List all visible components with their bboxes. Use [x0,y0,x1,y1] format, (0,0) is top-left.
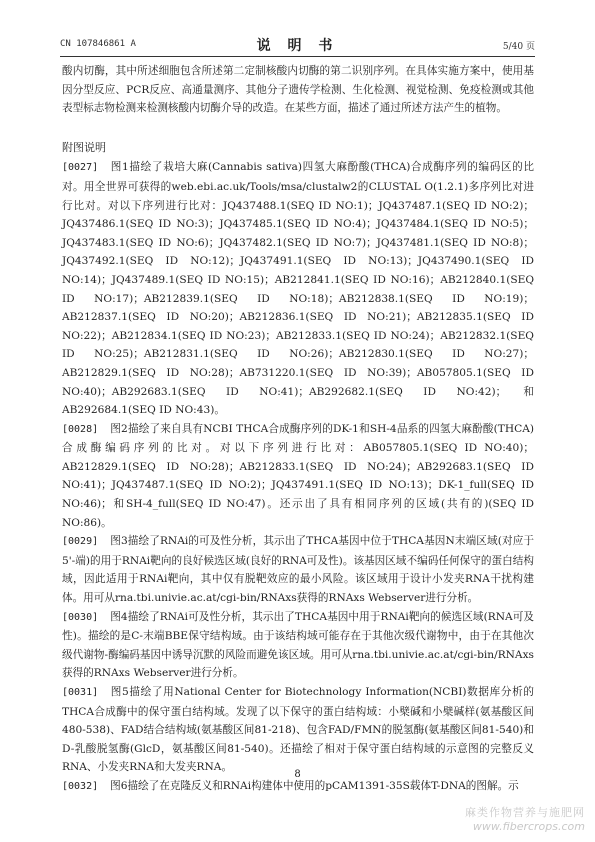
paragraph-text: 图3描绘了RNAi的可及性分析，其示出了THCA基因中位于THCA基因N末端区域(对应于5'-端)的用于RNAi靶向的良好候选区域(良好的RNA可及性)。该基因区域不编码任何保守的蛋白结构域，因此适用于RNAi靶向，其中仅有脱靶效应的最小风险。该区域用于设计小发夹RNA干扰构建体。用可从rna.tbi.univie.ac.at/cgi-bin/RNAxs获得的RNAxs Webserver进行分析。 [62,535,534,605]
paragraph-tag: [0031] [62,687,99,698]
paragraph-text: 图5描绘了用National Center for Biotechnology Information(NCBI)数据库分析的THCA合成酶中的保守蛋白结构域。发现了以下保守的蛋白结构域：小檗碱和小檗碱样(氨基酸区间480-538)、FAD结合结构域(氨基酸区间81-218)、包含FAD/FMN的脱氢酶(氨基酸区间81-540)和D-乳酸脱氢酶(GlcD，氨基酸区间81-540)。还描绘了相对于保守蛋白结构域的示意图的完整反义RNA、小发夹RNA和大发夹RNA。 [62,686,534,774]
paragraph-text: 图4描绘了RNAi可及性分析，其示出了THCA基因中用于RNAi靶向的候选区域(RNA可及性)。描绘的是C-末端BBE保守结构域。由于该结构域可能存在于其他次级代谢物中，由于在其他次级代谢物-酶编码基因中诱导沉默的风险而避免该区域。用可从rna.tbi.univie.ac.at/cgi-bin/RNAxs获得的RNAxs Webserver进行分析。 [62,610,534,680]
paragraph-text: 图6描绘了在克隆反义和RNAi构建体中使用的pCAM1391-35S载体T-DNA的图解。示 [110,779,519,792]
body-text [62,62,534,797]
paragraph-tag: [0027] [62,162,99,174]
paragraph-tag: [0032] [62,780,99,792]
paragraph-0030 [62,608,534,683]
watermark-url: www.fibercrops.com [472,820,585,833]
paragraph-0028 [62,420,534,533]
patent-number: CN 107846861 A [60,39,136,49]
page-counter: 5/40 页 [502,42,535,52]
paragraph-0031 [62,683,534,777]
paragraph-tag: [0029] [62,536,99,548]
document-title: 说 明 书 [256,38,339,54]
paragraph-tag: [0028] [62,423,99,435]
paragraph-text: 图2描绘了来自具有NCBI THCA合成酶序列的DK-1和SH-4品系的四氢大麻酚酸(THCA)合成酶编码序列的比对。对以下序列进行比对：AB057805.1(SEQ ID NO:40)；AB212829.1(SEQ ID NO:28)；AB212833.1(SEQ ID NO:24)；AB292683.1(SEQ ID NO:41)；JQ437487.1(SEQ ID NO:2)；JQ437491.1(SEQ ID NO:13)；DK-1_full(SEQ ID NO:46)；和SH-4_full(SEQ ID NO:47)。还示出了具有相同序列的区域(共有的)(SEQ ID NO:86)。 [62,422,534,529]
intro-paragraph: 酸内切酶，其中所述细胞包含所述第二定制核酸内切酶的第二识别序列。在具体实施方案中，使用基因分型反应、PCR反应、高通量测序、其他分子遗传学检测、生化检测、视觉检测、免疫检测或其他表型标志物检测来检测核酸内切酶介导的改造。在某些方面，描述了通过所述方法产生的植物。 [62,65,534,115]
watermark-site-name: 麻类作物营养与施肥网 [465,806,585,819]
paragraph-text: 图1描绘了栽培大麻(Cannabis sativa)四氢大麻酚酸(THCA)合成酶序列的编码区的比对。用全世界可获得的web.ebi.ac.uk/Tools/msa/clustalw2的CLUSTAL O(1.2.1)多序列比对进行比对。对以下序列进行比对：JQ437488.1(SEQ ID NO:1)；JQ437487.1(SEQ ID NO:2)；JQ437486.1(SEQ ID NO:3)；JQ437485.1(SEQ ID NO:4)；JQ437484.1(SEQ ID NO:5)；JQ437483.1(SEQ ID NO:6)；JQ437482.1(SEQ ID NO:7)；JQ437481.1(SEQ ID NO:8)；JQ437492.1(SEQ ID NO:12)；JQ437491.1(SEQ ID NO:13)；JQ437490.1(SEQ ID NO:14)；JQ437489.1(SEQ ID NO:15)；AB212841.1(SEQ ID NO:16)；AB212840.1(SEQ ID NO:17)；AB212839.1(SEQ ID NO:18)；AB212838.1(SEQ ID NO:19)；AB212837.1(SEQ ID NO:20)；AB212836.1(SEQ ID NO:21)；AB212835.1(SEQ ID NO:22)；AB212834.1(SEQ ID NO:23)；AB212833.1(SEQ ID NO:24)；AB212832.1(SEQ ID NO:25)；AB212831.1(SEQ ID NO:26)；AB212830.1(SEQ ID NO:27)；AB212829.1(SEQ ID NO:28)；AB731220.1(SEQ ID NO:39)；AB057805.1(SEQ ID NO:40)；AB292683.1(SEQ ID NO:41)；AB292682.1(SEQ ID NO:42)；和AB292684.1(SEQ ID NO:43)。 [62,161,534,417]
paragraph-tag: [0030] [62,611,99,623]
paragraph-0027 [62,158,534,419]
paragraph-0029 [62,532,534,607]
header-rule [60,56,535,57]
watermark [465,806,585,834]
section-heading: 附图说明 [62,140,106,154]
page-header [60,37,535,53]
page-number: 8 [294,769,301,780]
